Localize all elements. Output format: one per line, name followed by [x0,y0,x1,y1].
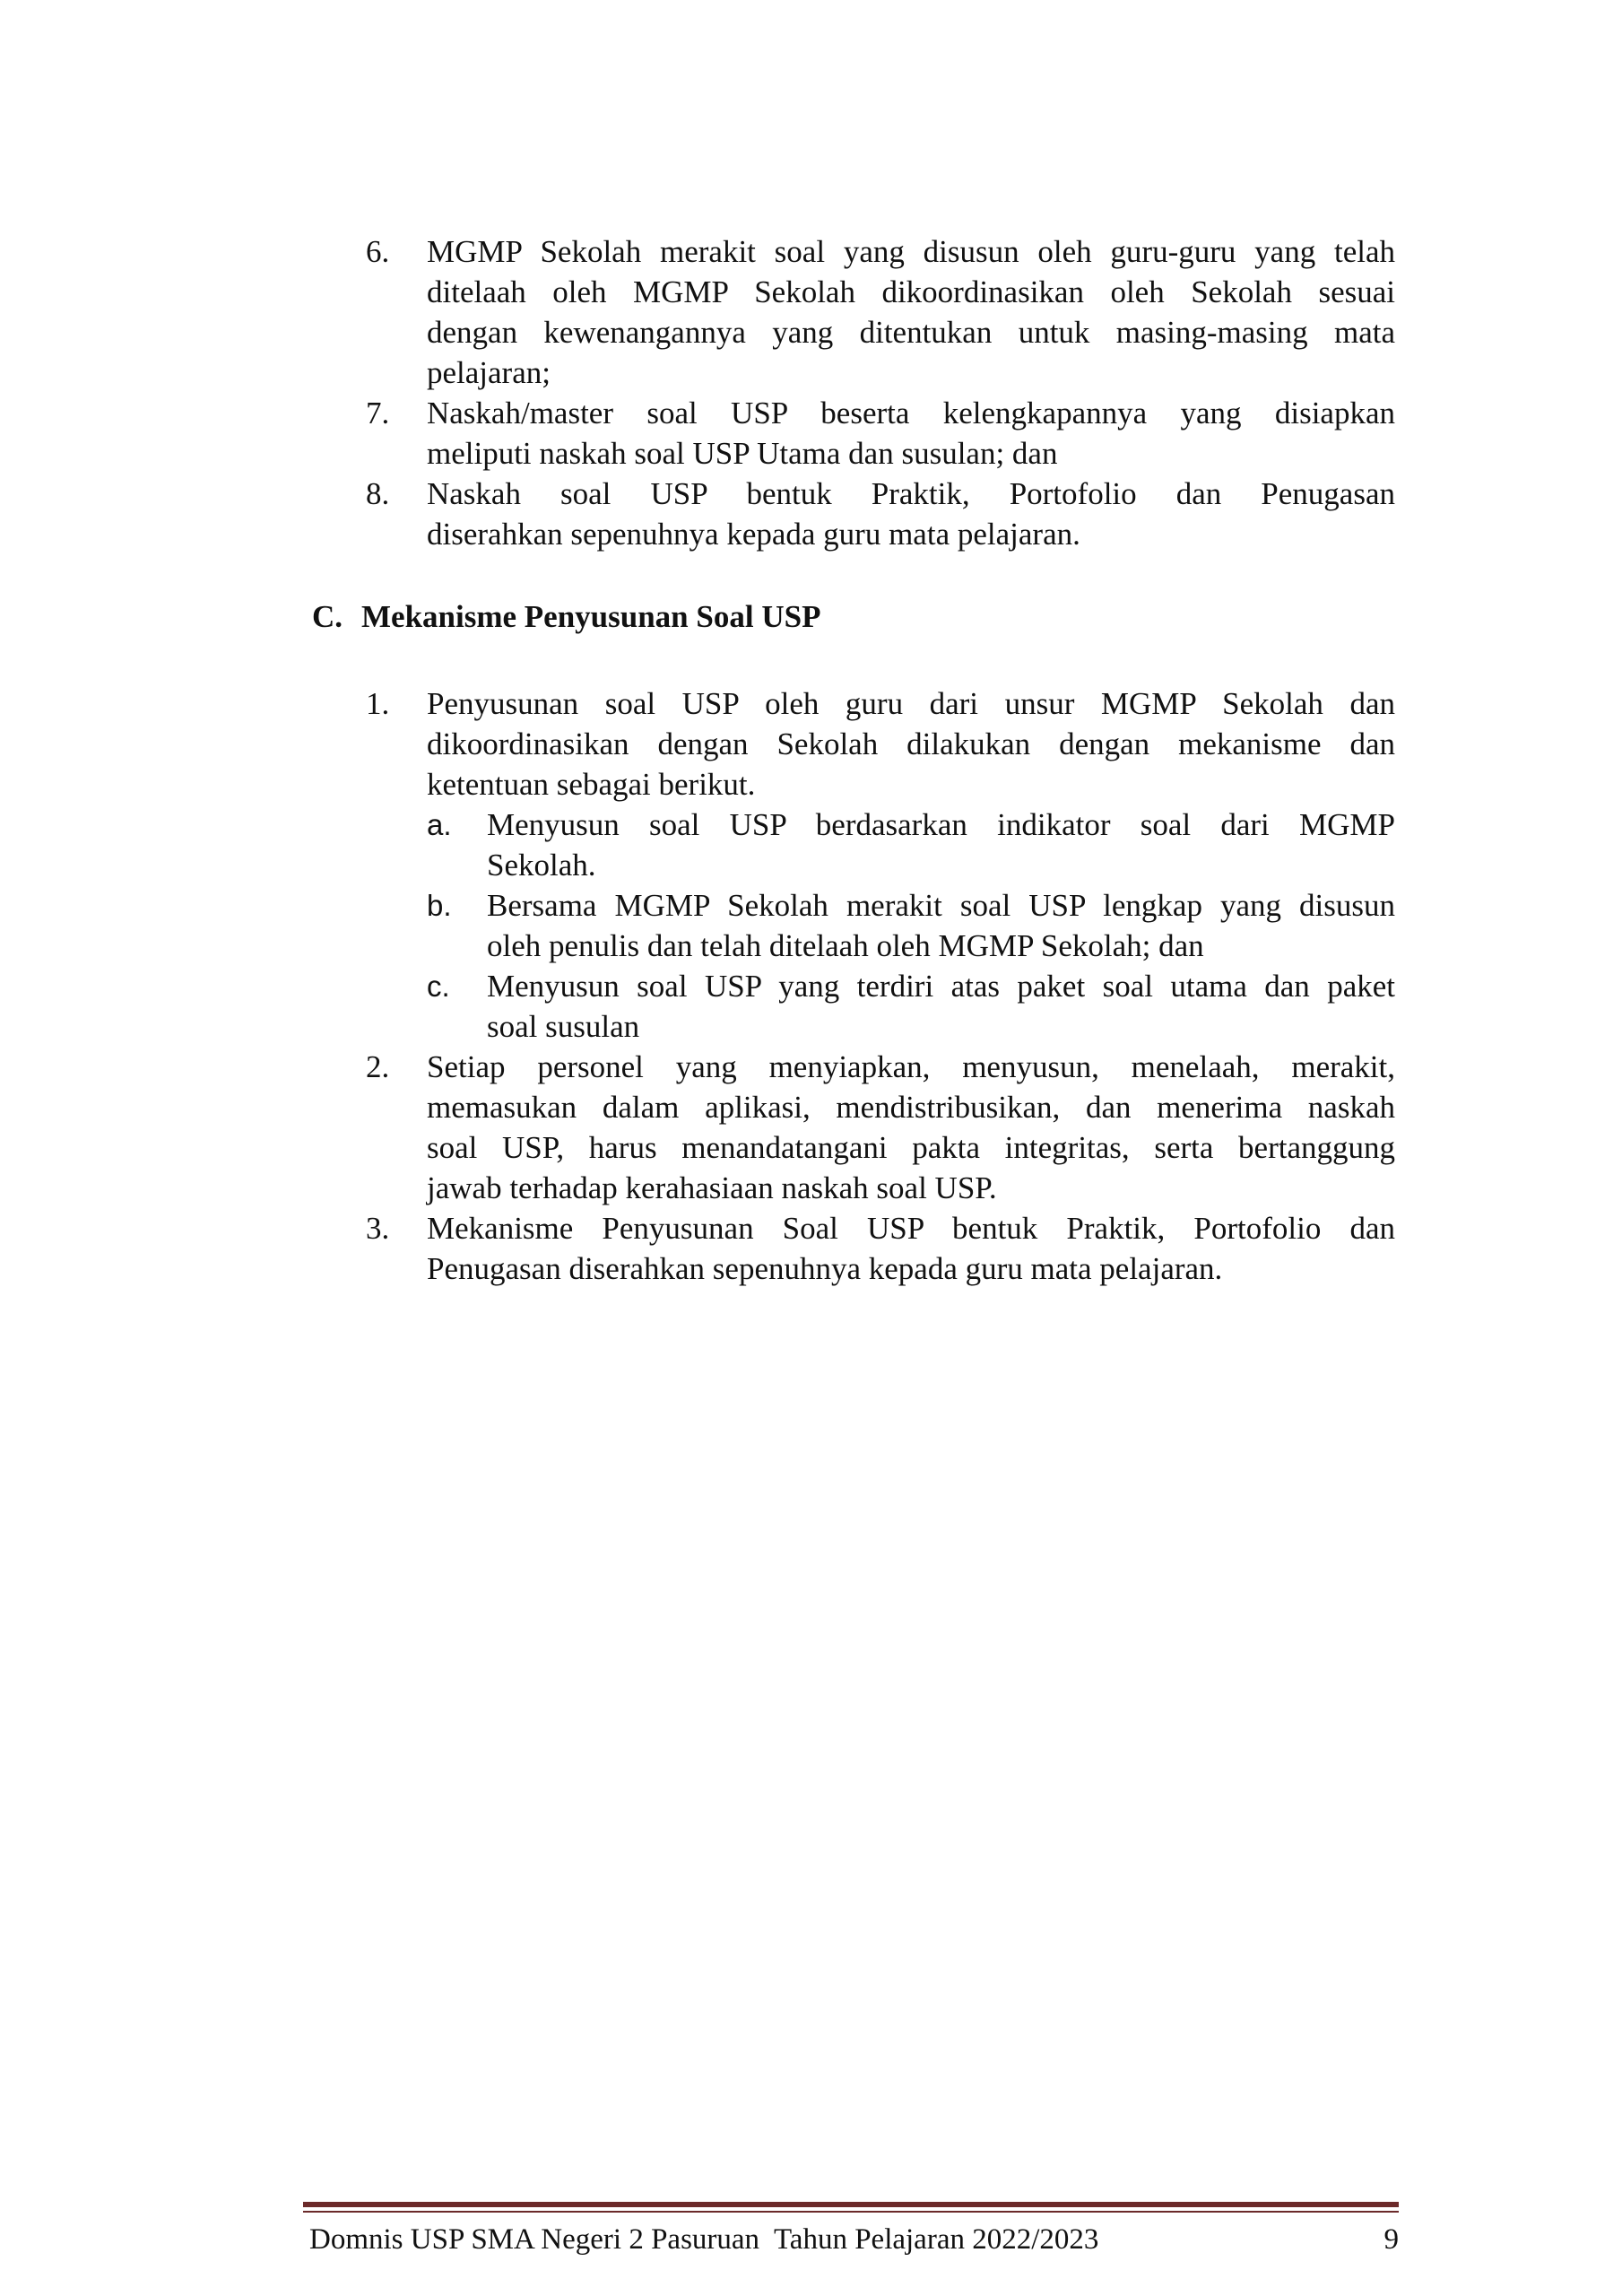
text-line: dengan kewenangannya yang ditentukan untuk masing-masing mata [427,315,1395,350]
text-line: pelajaran; [427,355,551,390]
text-line: meliputi naskah soal USP Utama dan susulan; dan [427,436,1058,471]
list-text [427,683,1395,804]
list-number: 8. [366,476,390,511]
sublist-letter: a. [427,808,452,841]
text-line: Menyusun soal USP yang terdiri atas paket soal utama dan paket [487,969,1395,1004]
list-number: 3. [366,1211,390,1246]
sublist-text [487,885,1395,966]
text-line: ketentuan sebagai berikut. [427,767,756,802]
list-number: 7. [366,396,390,430]
text-line: dikoordinasikan dengan Sekolah dilakukan dengan mekanisme dan [427,726,1395,761]
section-heading [312,596,820,637]
footer-rule-thin [303,2211,1399,2213]
text-line: MGMP Sekolah merakit soal yang disusun oleh guru-guru yang telah [427,234,1395,269]
text-line: Naskah/master soal USP beserta kelengkapannya yang disiapkan [427,396,1395,430]
section-letter: C. [312,599,343,634]
sublist-letter: b. [427,889,452,922]
text-line: Sekolah. [487,848,596,883]
text-line: diserahkan sepenuhnya kepada guru mata pelajaran. [427,517,1080,552]
text-line: jawab terhadap kerahasiaan naskah soal USP. [427,1170,997,1205]
text-line: Naskah soal USP bentuk Praktik, Portofolio dan Penugasan [427,476,1395,511]
list-text [427,474,1395,554]
text-line: Bersama MGMP Sekolah merakit soal USP lengkap yang disusun [487,888,1395,923]
text-line: Menyusun soal USP berdasarkan indikator soal dari MGMP [487,807,1395,842]
footer-title: Domnis USP SMA Negeri 2 Pasuruan Tahun Pelajaran 2022/2023 [309,2223,1099,2256]
text-line: Penugasan diserahkan sepenuhnya kepada guru mata pelajaran. [427,1251,1223,1286]
list-text [427,393,1395,474]
text-line: oleh penulis dan telah ditelaah oleh MGMP Sekolah; dan [487,928,1204,963]
section-title: Mekanisme Penyusunan Soal USP [361,599,821,634]
page-number: 9 [1383,2223,1399,2256]
text-line: soal susulan [487,1009,640,1044]
text-line: ditelaah oleh MGMP Sekolah dikoordinasikan oleh Sekolah sesuai [427,274,1395,309]
list-text [427,1047,1395,1208]
text-line: Setiap personel yang menyiapkan, menyusun, menelaah, merakit, [427,1049,1395,1084]
text-line: Mekanisme Penyusunan Soal USP bentuk Praktik, Portofolio dan [427,1211,1395,1246]
text-line: memasukan dalam aplikasi, mendistribusikan, dan menerima naskah [427,1090,1395,1125]
sublist-letter: c. [427,970,450,1003]
sublist-text [487,966,1395,1047]
list-number: 2. [366,1049,390,1084]
sublist-text [487,804,1395,885]
list-number: 6. [366,234,390,269]
list-text [427,1208,1395,1289]
list-text [427,231,1395,393]
text-line: Penyusunan soal USP oleh guru dari unsur MGMP Sekolah dan [427,686,1395,721]
text-line: soal USP, harus menandatangani pakta integritas, serta bertanggung [427,1130,1395,1165]
list-number: 1. [366,686,390,721]
footer-rule-thick [303,2202,1399,2207]
